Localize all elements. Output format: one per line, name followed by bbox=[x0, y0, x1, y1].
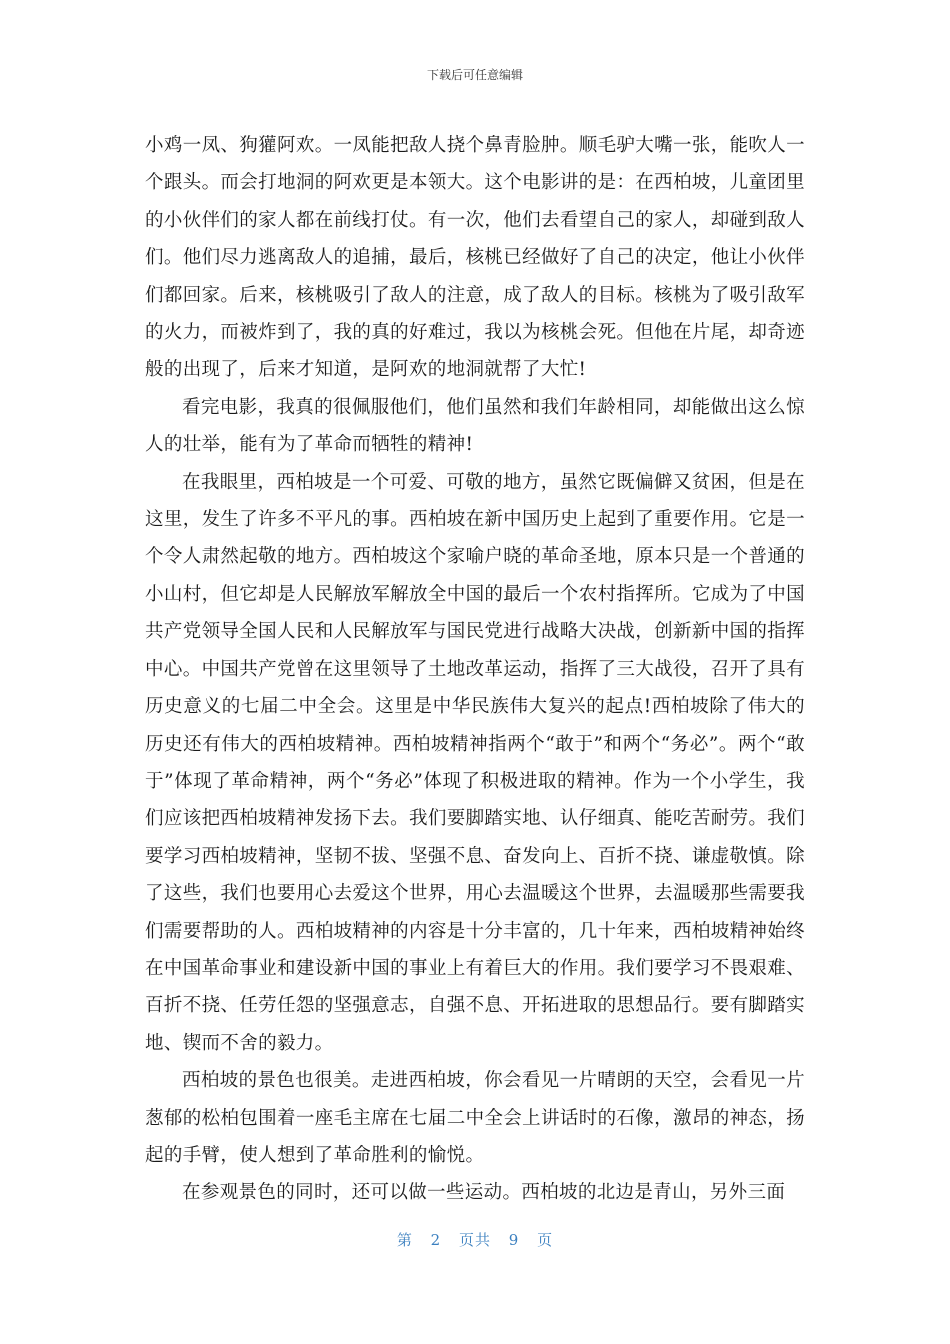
footer-label-end: 页 bbox=[537, 1231, 554, 1249]
document-body bbox=[145, 127, 805, 1212]
footer-label-page: 第 bbox=[396, 1231, 413, 1249]
paragraph-4: 西柏坡的景色也很美。走进西柏坡，你会看见一片晴朗的天空，会看见一片葱郁的松柏包围着一座毛主席在七届二中全会上讲话时的石像，激昂的神态，扬起的手臂，使人想到了革命胜利的愉悦。 bbox=[145, 1070, 805, 1166]
footer-total-pages: 9 bbox=[508, 1231, 520, 1249]
footer-current-page: 2 bbox=[430, 1231, 442, 1249]
paragraph-5: 在参观景色的同时，还可以做一些运动。西柏坡的北边是青山，另外三面 bbox=[182, 1182, 786, 1204]
paragraph-2: 看完电影，我真的很佩服他们，他们虽然和我们年龄相同，却能做出这么惊人的壮举，能有为了革命而牺牲的精神! bbox=[145, 396, 805, 456]
paragraph-3: 在我眼里，西柏坡是一个可爱、可敬的地方，虽然它既偏僻又贫困，但是在这里，发生了许多不平凡的事。西柏坡在新中国历史上起到了重要作用。它是一个令人肃然起敬的地方。西柏坡这个家喻户晓的革命圣地，原本只是一个普通的小山村，但它却是人民解放军解放全中国的最后一个农村指挥所。它成为了中国共产党领导全国人民和人民解放军与国民党进行战略大决战，创新新中国的指挥中心。中国共产党曾在这里领导了土地改革运动，指挥了三大战役，召开了具有历史意义的七届二中全会。这里是中华民族伟大复兴的起点!西柏坡除了伟大的历史还有伟大的西柏坡精神。西柏坡精神指两个“敢于”和两个“务必”。两个“敢于”体现了革命精神，两个“务必”体现了积极进取的精神。作为一个小学生，我们应该把西柏坡精神发扬下去。我们要脚踏实地、认仔细真、能吃苦耐劳。我们要学习西柏坡精神，坚韧不拔、坚强不息、奋发向上、百折不挠、谦虚敬慎。除了这些，我们也要用心去爱这个世界，用心去温暖这个世界，去温暖那些需要我们需要帮助的人。西柏坡精神的内容是十分丰富的，几十年来，西柏坡精神始终在中国革命事业和建设新中国的事业上有着巨大的作用。我们要学习不畏艰难、百折不挠、任劳任怨的坚强意志，自强不息、开拓进取的思想品行。要有脚踏实地、锲而不舍的毅力。 bbox=[145, 471, 805, 1054]
footer-label-of: 页共 bbox=[458, 1231, 491, 1249]
page-header: 下载后可任意编辑 bbox=[426, 68, 523, 82]
page-footer bbox=[0, 1229, 950, 1250]
paragraph-1: 小鸡一凤、狗獾阿欢。一凤能把敌人挠个鼻青脸肿。顺毛驴大嘴一张，能吹人一个跟头。而会打地洞的阿欢更是本领大。这个电影讲的是：在西柏坡，儿童团里的小伙伴们的家人都在前线打仗。有一次，他们去看望自己的家人，却碰到敌人们。他们尽力逃离敌人的追捕，最后，核桃已经做好了自己的决定，他让小伙伴们都回家。后来，核桃吸引了敌人的注意，成了敌人的目标。核桃为了吸引敌军的火力，而被炸到了，我的真的好难过，我以为核桃会死。但他在片尾，却奇迹般的出现了，后来才知道，是阿欢的地洞就帮了大忙! bbox=[145, 135, 805, 381]
